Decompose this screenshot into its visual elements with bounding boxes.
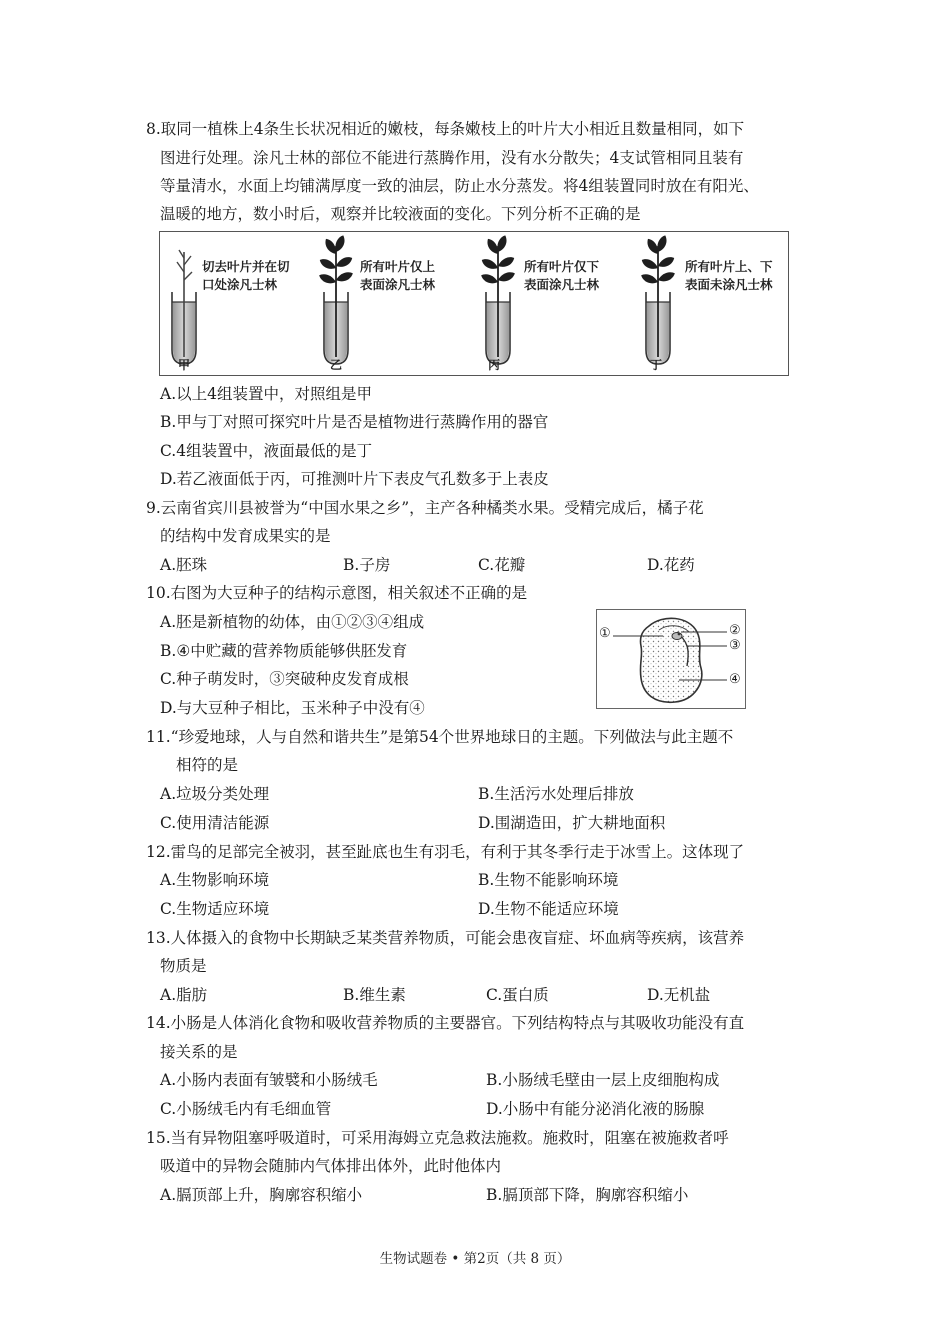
q13-option-d: D.无机盐: [647, 986, 711, 1004]
seed-label-3: ③: [729, 638, 741, 653]
q12-option-a: A.生物影响环境: [160, 871, 270, 889]
q14-option-b: B.小肠绒毛壁由一层上皮细胞构成: [486, 1071, 720, 1089]
q8-stem-line-4: 温暖的地方，数小时后，观察并比较液面的变化。下列分析不正确的是: [160, 205, 641, 223]
tube-bing-label: 丙: [488, 358, 501, 372]
q11-option-a: A.垃圾分类处理: [160, 785, 270, 803]
q9-option-b: B.子房: [343, 556, 391, 574]
q11-option-b: B.生活污水处理后排放: [478, 785, 634, 803]
soybean-seed-figure: [596, 609, 746, 709]
tube-jia: [172, 250, 196, 364]
q12-option-b: B.生物不能影响环境: [478, 871, 619, 889]
q15-stem-line-1: 15.当有异物阻塞呼吸道时，可采用海姆立克急救法施救。施救时，阻塞在被施救者呼: [146, 1129, 729, 1147]
q12-option-c: C.生物适应环境: [160, 900, 270, 918]
q9-option-c: C.花瓣: [478, 556, 526, 574]
q10-option-a: A.胚是新植物的幼体，由①②③④组成: [160, 613, 425, 631]
tube-jia-caption-2: 口处涂凡士林: [202, 277, 278, 292]
tube-bing-caption-1: 所有叶片仅下: [524, 259, 600, 274]
page-footer: 生物试题卷 • 第2页（共 8 页）: [379, 1251, 571, 1267]
q8-option-c: C.4组装置中，液面最低的是丁: [160, 442, 373, 460]
q10-option-b: B.④中贮藏的营养物质能够供胚发育: [160, 642, 408, 660]
q8-stem-line-2: 图进行处理。涂凡士林的部位不能进行蒸腾作用，没有水分散失；4支试管相同且装有: [160, 149, 744, 167]
q11-stem-line-1: 11.“珍爱地球，人与自然和谐共生”是第54个世界地球日的主题。下列做法与此主题不: [146, 728, 734, 746]
tube-yi-caption-2: 表面涂凡士林: [360, 277, 436, 292]
q9-option-a: A.胚珠: [160, 556, 208, 574]
q14-option-c: C.小肠绒毛内有毛细血管: [160, 1100, 332, 1118]
tube-ding-caption-2: 表面未涂凡士林: [685, 277, 773, 292]
q13-option-b: B.维生素: [343, 986, 406, 1004]
tube-ding-caption-1: 所有叶片上、下: [685, 259, 773, 274]
q9-option-d: D.花药: [647, 556, 695, 574]
q10-option-c: C.种子萌发时，③突破种皮发育成根: [160, 670, 409, 688]
q8-stem-line-1: 8.取同一植株上4条生长状况相近的嫩枝，每条嫩枝上的叶片大小相近且数量相同，如下: [146, 120, 745, 138]
q13-option-c: C.蛋白质: [486, 986, 549, 1004]
q11-option-d: D.围湖造田，扩大耕地面积: [478, 814, 666, 832]
soybean-seed-diagram: [597, 610, 745, 708]
test-tubes-illustration: [160, 232, 788, 375]
q10-option-d: D.与大豆种子相比，玉米种子中没有④: [160, 699, 425, 717]
q14-option-d: D.小肠中有能分泌消化液的肠腺: [486, 1100, 705, 1118]
tube-bing-caption-2: 表面涂凡士林: [524, 277, 600, 292]
q8-stem-line-3: 等量清水，水面上均铺满厚度一致的油层，防止水分蒸发。将4组装置同时放在有阳光、: [160, 177, 759, 195]
q8-option-d: D.若乙液面低于丙，可推测叶片下表皮气孔数多于上表皮: [160, 470, 549, 488]
q14-option-a: A.小肠内表面有皱襞和小肠绒毛: [160, 1071, 378, 1089]
tube-yi-label: 乙: [330, 358, 343, 372]
q9-stem-line-2: 的结构中发育成果实的是: [160, 527, 331, 545]
q11-stem-line-2: 相符的是: [176, 756, 239, 774]
q13-stem-line-2: 物质是: [160, 957, 207, 975]
q8-option-b: B.甲与丁对照可探究叶片是否是植物进行蒸腾作用的器官: [160, 413, 549, 431]
tube-yi-caption-1: 所有叶片仅上: [360, 259, 436, 274]
q13-option-a: A.脂肪: [160, 986, 208, 1004]
tube-ding-label: 丁: [650, 358, 663, 372]
q15-option-b: B.膈顶部下降，胸廓容积缩小: [486, 1186, 689, 1204]
q8-experiment-figure: [159, 231, 789, 376]
q14-stem-line-1: 14.小肠是人体消化食物和吸收营养物质的主要器官。下列结构特点与其吸收功能没有直: [146, 1014, 745, 1032]
q11-option-c: C.使用清洁能源: [160, 814, 270, 832]
q12-stem: 12.雷鸟的足部完全被羽，甚至趾底也生有羽毛，有利于其冬季行走于冰雪上。这体现了: [146, 843, 745, 861]
q15-option-a: A.膈顶部上升，胸廓容积缩小: [160, 1186, 363, 1204]
tube-jia-label: 甲: [178, 358, 191, 372]
q12-option-d: D.生物不能适应环境: [478, 900, 619, 918]
seed-label-4: ④: [729, 672, 741, 687]
q10-stem: 10.右图为大豆种子的结构示意图，相关叙述不正确的是: [146, 584, 528, 602]
seed-label-2: ②: [729, 623, 741, 638]
q13-stem-line-1: 13.人体摄入的食物中长期缺乏某类营养物质，可能会患夜盲症、坏血病等疾病，该营养: [146, 929, 745, 947]
q9-stem-line-1: 9.云南省宾川县被誉为“中国水果之乡”，主产各种橘类水果。受精完成后，橘子花: [146, 499, 704, 517]
q8-option-a: A.以上4组装置中，对照组是甲: [160, 385, 372, 403]
q15-stem-line-2: 吸道中的异物会随肺内气体排出体外，此时他体内: [160, 1157, 502, 1175]
seed-label-1: ①: [599, 626, 611, 641]
tube-bing: [480, 234, 516, 364]
q14-stem-line-2: 接关系的是: [160, 1043, 238, 1061]
tube-yi: [318, 234, 354, 364]
tube-jia-caption-1: 切去叶片并在切: [202, 259, 290, 274]
tube-ding: [640, 234, 676, 364]
